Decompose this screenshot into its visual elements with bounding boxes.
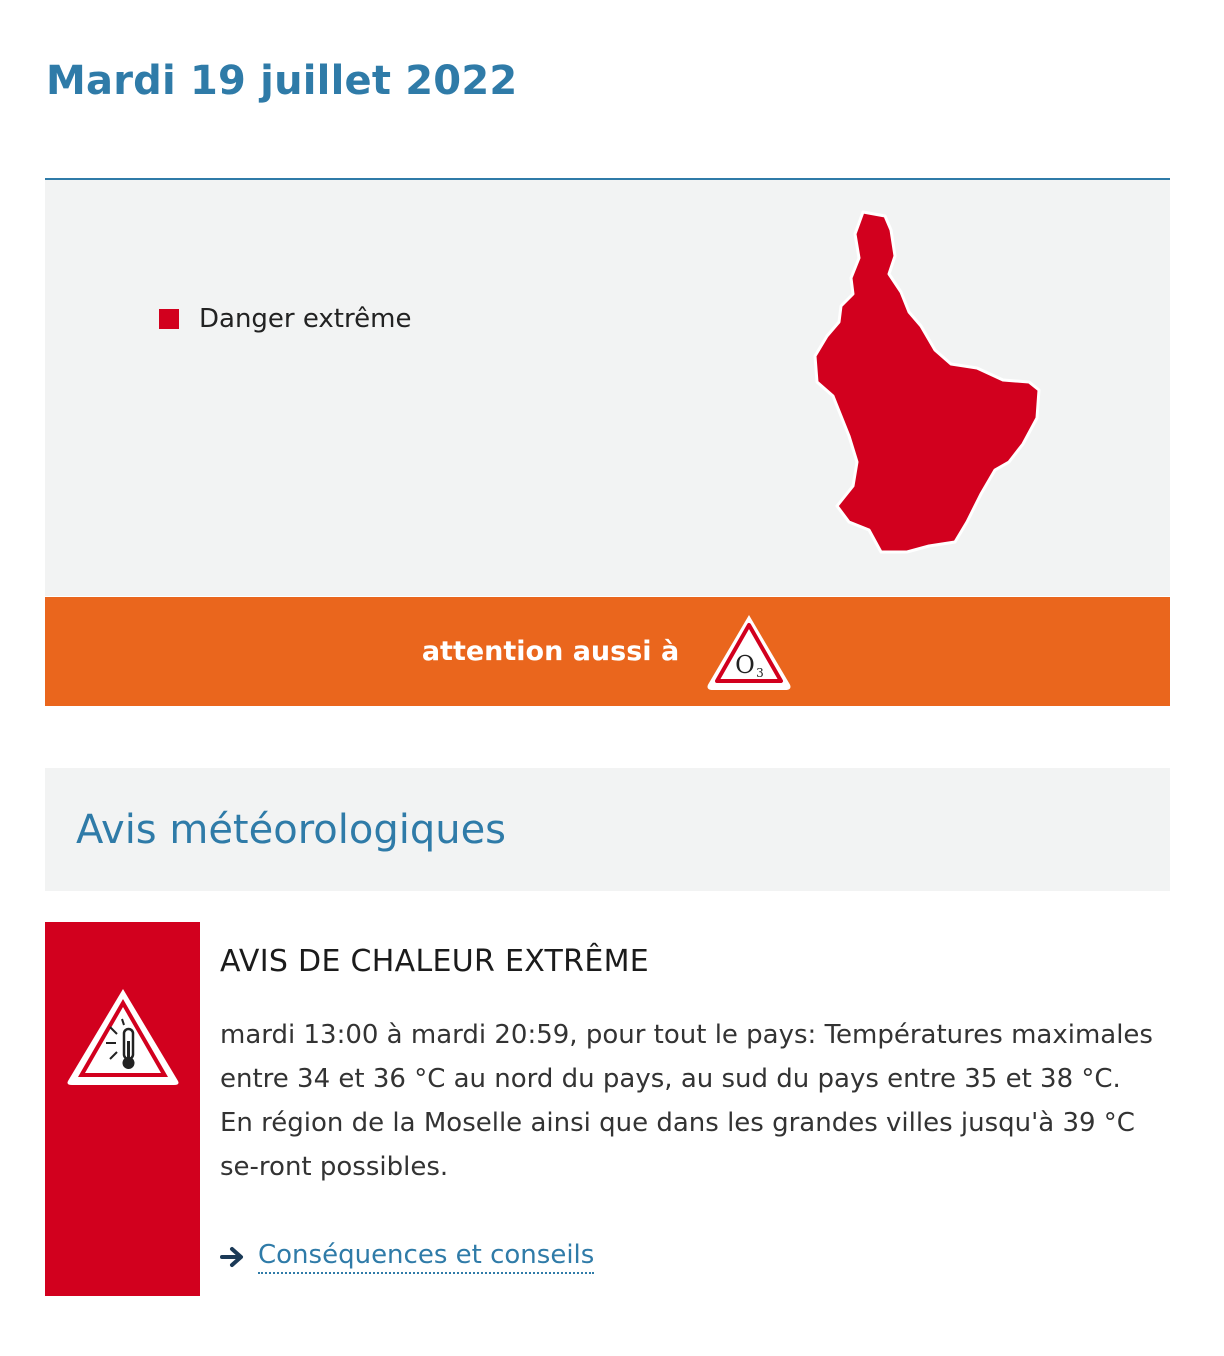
- map-legend: [159, 304, 411, 334]
- ozone-attention-banner: [45, 597, 1170, 706]
- warning-body: [220, 922, 1170, 1270]
- luxembourg-map-shape[interactable]: [745, 200, 1075, 560]
- section-title: Avis météorologiques: [76, 806, 507, 853]
- svg-text:O: O: [735, 650, 756, 679]
- luxembourg-region[interactable]: [815, 212, 1039, 552]
- ozone-warning-triangle-icon[interactable]: [705, 613, 793, 691]
- page-title: Mardi 19 juillet 2022: [46, 58, 518, 104]
- warning-title: AVIS DE CHALEUR EXTRÊME: [220, 944, 650, 979]
- consequences-advice-label[interactable]: Conséquences et conseils: [258, 1240, 594, 1274]
- warning-description: mardi 13:00 à mardi 20:59, pour tout le pays: Températures maximales entre 34 et 36 °C au nord du pays, au sud du pays entre 35 et 38 °C. En région de la Moselle ainsi que dans les grandes villes jusqu'à 39 °C se-ront possibles.: [220, 1020, 1153, 1182]
- consequences-advice-link[interactable]: [220, 1240, 594, 1274]
- warning-level-stripe: [45, 922, 200, 1296]
- ozone-attention-label: attention aussi à: [421, 636, 680, 667]
- legend-swatch-danger: [159, 309, 179, 329]
- section-header: [45, 768, 1170, 891]
- arrow-right-icon: [220, 1246, 246, 1268]
- legend-label-danger: Danger extrême: [199, 304, 412, 334]
- heat-warning-card: [45, 922, 1170, 1296]
- svg-text:3: 3: [756, 665, 764, 680]
- heat-thermometer-warning-icon: [64, 985, 182, 1089]
- warning-map-panel: [45, 178, 1170, 596]
